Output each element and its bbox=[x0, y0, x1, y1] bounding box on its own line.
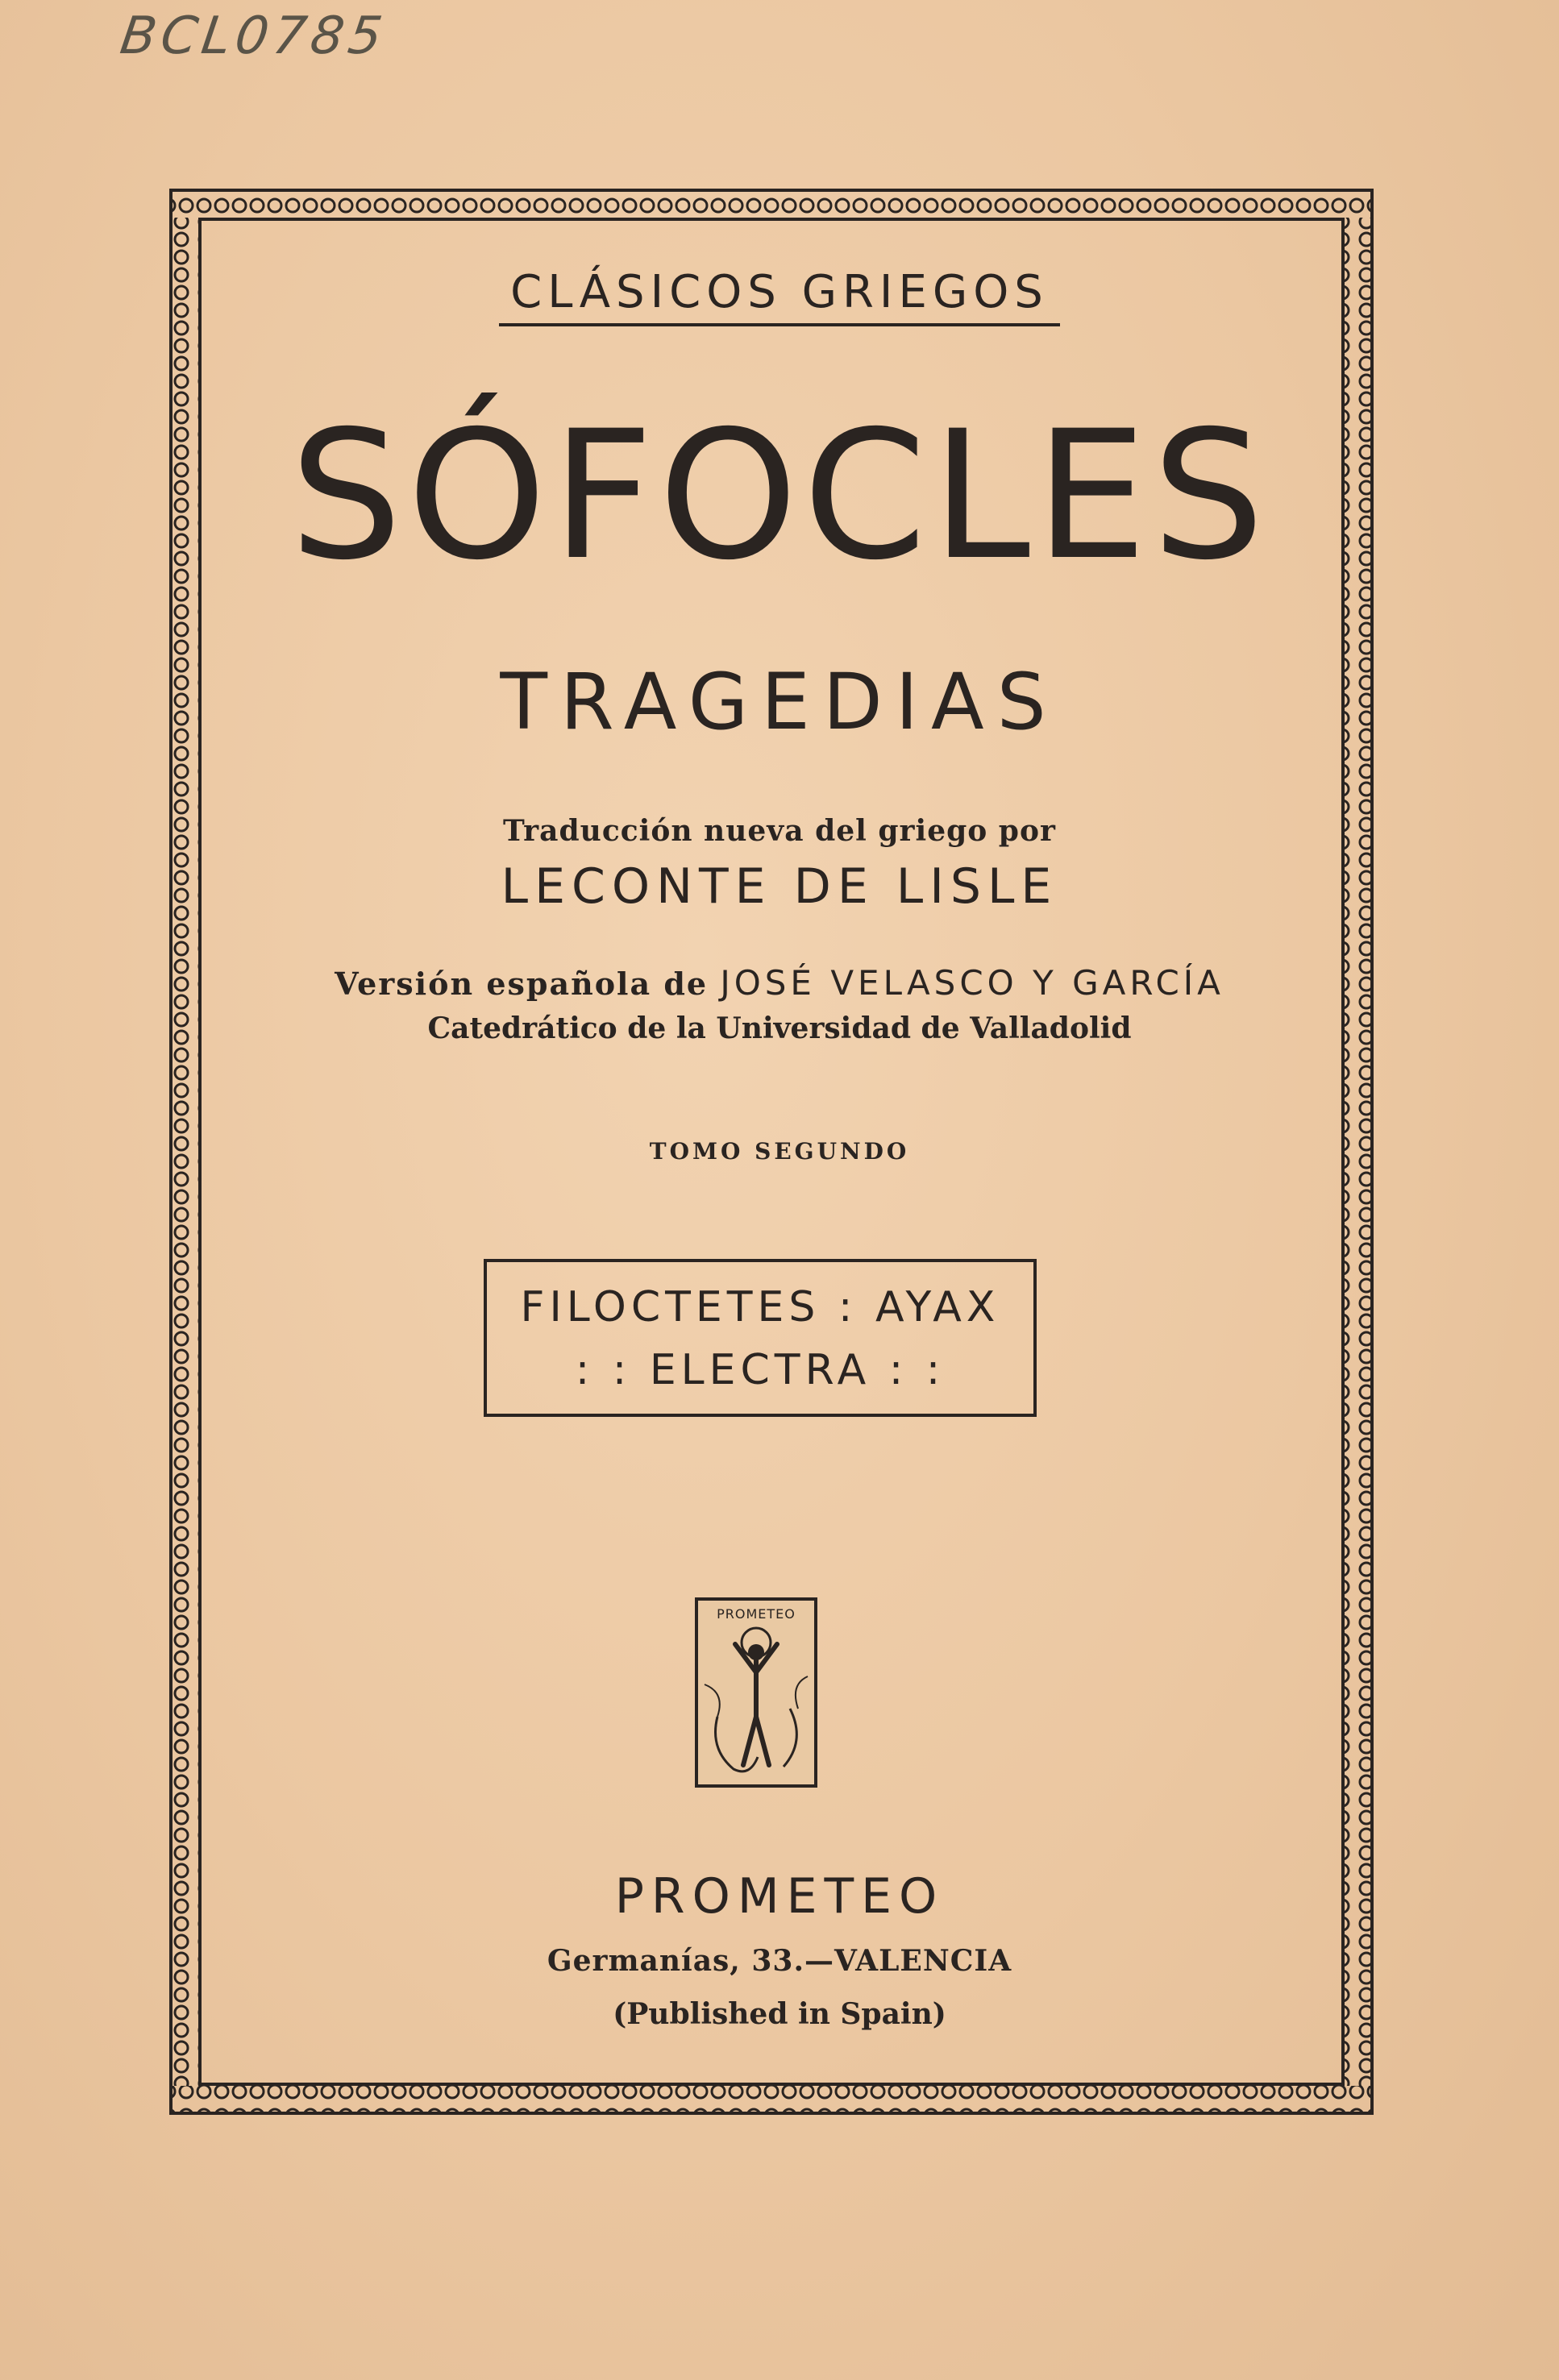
translator-name: LECONTE DE LISLE bbox=[501, 858, 1058, 915]
handwritten-catalog-code: BCL0785 bbox=[116, 6, 391, 66]
translator-position: Catedrático de la Universidad de Valladolid bbox=[427, 1011, 1132, 1045]
svg-text:PROMETEO: PROMETEO bbox=[717, 1606, 796, 1622]
book-subtitle: TRAGEDIAS bbox=[500, 657, 1059, 747]
spanish-version-label: Versión española de bbox=[335, 966, 709, 1002]
volume-label: TOMO SEGUNDO bbox=[649, 1138, 910, 1165]
spanish-translator-name: JOSÉ VELASCO Y GARCÍA bbox=[720, 963, 1224, 1003]
prometeo-emblem-icon bbox=[693, 1596, 819, 1789]
series-title: CLÁSICOS GRIEGOS bbox=[499, 266, 1060, 326]
author-name: SÓFOCLES bbox=[289, 393, 1270, 599]
series-heading bbox=[0, 266, 1559, 326]
spanish-version-line bbox=[0, 963, 1559, 1003]
translation-label: Traducción nueva del griego por bbox=[503, 814, 1056, 848]
published-note: (Published in Spain) bbox=[613, 1997, 946, 2031]
plays-line-2: : : ELECTRA : : bbox=[575, 1346, 946, 1394]
plays-line-1: FILOCTETES : AYAX bbox=[520, 1283, 1000, 1331]
plays-box bbox=[484, 1259, 1037, 1417]
publisher-address: Germanías, 33.—VALENCIA bbox=[547, 1944, 1012, 1978]
publisher-name: PROMETEO bbox=[614, 1868, 945, 1925]
